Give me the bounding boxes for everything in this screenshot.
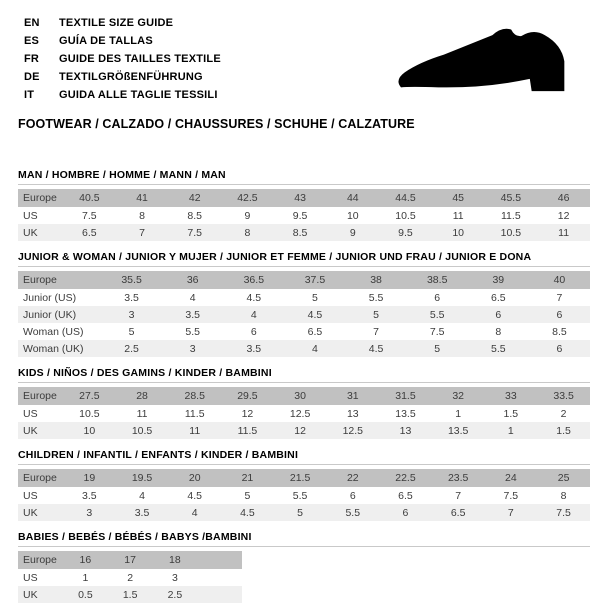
size-cell: 8.5 — [187, 209, 203, 222]
size-cell: 4 — [250, 308, 257, 321]
table-row — [18, 422, 590, 439]
size-section-junior-woman — [18, 251, 590, 357]
size-cell: 1 — [455, 407, 462, 420]
row-label: Woman (US) — [23, 325, 84, 338]
size-cell: 11 — [136, 407, 148, 420]
size-cell: 2 — [127, 571, 134, 584]
size-cell: 7 — [507, 506, 514, 519]
row-label: Europe — [23, 554, 57, 566]
size-cell: 38.5 — [426, 274, 448, 286]
size-cell: 4.5 — [187, 489, 203, 502]
table-row — [18, 340, 590, 357]
size-cell: 21 — [241, 472, 254, 484]
table-row — [18, 289, 590, 306]
size-cell: 11 — [452, 209, 464, 222]
language-title: GUIDA ALLE TAGLIE TESSILI — [59, 89, 218, 101]
size-cell: 9 — [349, 226, 356, 239]
size-cell: 21.5 — [289, 472, 311, 484]
table-row — [18, 387, 590, 405]
size-cell: 17 — [124, 554, 136, 566]
size-cell: 16 — [79, 554, 92, 566]
size-cell: 5 — [128, 325, 135, 338]
size-cell: 5 — [434, 342, 441, 355]
size-cell: 40 — [553, 274, 566, 286]
size-cell: 22.5 — [395, 472, 416, 484]
size-cell: 8.5 — [552, 325, 567, 338]
size-cell: 12.5 — [289, 407, 311, 420]
size-table-man — [18, 189, 590, 241]
language-code: EN — [24, 17, 40, 29]
size-cell: 36 — [186, 274, 199, 286]
table-row — [18, 207, 590, 224]
size-cell: 46 — [557, 192, 570, 204]
size-cell: 4 — [139, 489, 145, 502]
size-cell: 6 — [556, 308, 563, 321]
size-cell: 29.5 — [237, 390, 258, 402]
size-cell: 10.5 — [79, 407, 100, 420]
size-cell: 36.5 — [243, 274, 265, 286]
size-cell: 5.5 — [185, 325, 200, 338]
row-label: US — [23, 407, 38, 420]
size-cell: 10 — [452, 226, 464, 239]
size-cell: 5 — [312, 291, 318, 304]
table-row — [18, 586, 242, 603]
row-label: UK — [23, 588, 38, 601]
size-cell: 6.5 — [307, 325, 323, 338]
section-rule — [18, 464, 590, 465]
table-row — [18, 551, 242, 569]
size-cell: 25 — [557, 472, 570, 484]
size-cell: 5 — [244, 489, 251, 502]
size-cell: 43 — [294, 192, 306, 204]
row-label: UK — [23, 506, 38, 519]
size-cell: 11.5 — [501, 209, 521, 222]
size-cell: 6 — [250, 325, 257, 338]
size-cell: 3 — [128, 308, 135, 321]
size-tables — [18, 169, 590, 603]
size-cell: 13.5 — [447, 424, 469, 437]
section-title-children: CHILDREN / INFANTIL / ENFANTS / KINDER / BAMBINI — [18, 449, 299, 461]
empty-cell — [197, 586, 242, 603]
row-label: US — [23, 209, 38, 222]
shoe-icon — [390, 22, 580, 106]
size-cell: 4 — [189, 291, 196, 304]
size-cell: 4.5 — [246, 291, 262, 304]
table-row — [18, 487, 590, 504]
row-label: Europe — [23, 192, 57, 204]
size-cell: 3 — [171, 571, 178, 584]
language-title: TEXTILGRÖßENFÜHRUNG — [59, 71, 203, 83]
size-cell: 30 — [294, 390, 306, 402]
size-cell: 1 — [82, 571, 89, 584]
size-cell: 12 — [557, 209, 570, 222]
size-cell: 0.5 — [78, 588, 93, 601]
size-cell: 19 — [83, 472, 96, 484]
size-cell: 10.5 — [131, 424, 153, 437]
size-cell: 7 — [556, 291, 563, 304]
size-cell: 31.5 — [395, 390, 416, 402]
size-cell: 9.5 — [398, 226, 413, 239]
size-cell: 7 — [455, 489, 462, 502]
size-cell: 10 — [346, 209, 359, 222]
size-cell: 32 — [452, 390, 464, 402]
size-cell: 18 — [169, 554, 181, 566]
size-cell: 10.5 — [395, 209, 416, 222]
size-cell: 6.5 — [491, 291, 506, 304]
size-cell: 9 — [244, 209, 251, 222]
section-rule — [18, 382, 590, 383]
row-label: Europe — [23, 274, 57, 286]
size-cell: 8 — [495, 325, 502, 338]
size-cell: 6.5 — [398, 489, 413, 502]
size-cell: 6.5 — [450, 506, 466, 519]
size-cell: 2 — [560, 407, 567, 420]
category-heading: FOOTWEAR / CALZADO / CHAUSSURES / SCHUHE / CALZATURE — [18, 117, 415, 131]
size-cell: 13.5 — [395, 407, 416, 420]
size-cell: 7 — [139, 226, 145, 239]
language-code: FR — [24, 53, 40, 65]
size-cell: 42.5 — [237, 192, 258, 204]
row-label: US — [23, 489, 38, 502]
size-cell: 38 — [370, 274, 382, 286]
size-table-babies — [18, 551, 242, 603]
size-cell: 1.5 — [122, 588, 138, 601]
size-cell: 42 — [188, 192, 201, 204]
size-cell: 1 — [507, 424, 514, 437]
size-cell: 33 — [505, 390, 517, 402]
size-cell: 11.5 — [184, 407, 205, 420]
row-label: UK — [23, 424, 38, 437]
row-label: US — [23, 571, 38, 584]
size-cell: 1.5 — [556, 424, 571, 437]
size-cell: 11 — [558, 226, 570, 239]
row-label: UK — [23, 226, 38, 239]
size-cell: 5.5 — [429, 308, 445, 321]
size-cell: 6 — [349, 489, 356, 502]
size-cell: 39 — [492, 274, 505, 286]
section-title-kids: KIDS / NIÑOS / DES GAMINS / KINDER / BAMBINI — [18, 367, 272, 379]
section-rule — [18, 266, 590, 267]
size-cell: 12 — [241, 407, 254, 420]
size-cell: 8.5 — [292, 226, 308, 239]
size-cell: 24 — [505, 472, 517, 484]
size-cell: 4.5 — [240, 506, 255, 519]
size-section-man — [18, 169, 590, 241]
table-row — [18, 469, 590, 487]
size-cell: 7.5 — [556, 506, 571, 519]
size-cell: 23.5 — [447, 472, 469, 484]
table-row — [18, 323, 590, 340]
size-cell: 28 — [136, 390, 148, 402]
size-table-junior-woman — [18, 271, 590, 357]
size-cell: 10.5 — [500, 226, 522, 239]
size-cell: 3.5 — [124, 291, 139, 304]
size-cell: 8 — [139, 209, 145, 222]
table-row — [18, 569, 242, 586]
size-cell: 5.5 — [292, 489, 308, 502]
size-cell: 8 — [244, 226, 251, 239]
section-title-man: MAN / HOMBRE / HOMME / MANN / MAN — [18, 169, 226, 181]
size-cell: 9.5 — [292, 209, 308, 222]
size-cell: 1.5 — [503, 407, 519, 420]
size-cell: 6 — [402, 506, 409, 519]
size-cell: 5.5 — [345, 506, 361, 519]
size-cell: 5.5 — [491, 342, 506, 355]
size-section-children — [18, 449, 590, 521]
size-cell: 12 — [294, 424, 306, 437]
size-cell: 13 — [399, 424, 412, 437]
size-cell: 7.5 — [187, 226, 203, 239]
size-cell: 3 — [189, 342, 196, 355]
language-title: TEXTILE SIZE GUIDE — [59, 17, 174, 29]
size-cell: 45 — [452, 192, 464, 204]
table-row — [18, 189, 590, 207]
size-cell: 11.5 — [237, 424, 258, 437]
row-label: Europe — [23, 390, 57, 402]
size-cell: 5 — [297, 506, 304, 519]
size-cell: 27.5 — [79, 390, 100, 402]
size-cell: 4.5 — [368, 342, 384, 355]
size-cell: 11 — [189, 424, 201, 437]
language-title: GUÍA DE TALLAS — [59, 35, 153, 47]
size-cell: 7.5 — [82, 209, 97, 222]
size-cell: 6 — [495, 308, 502, 321]
empty-cell — [197, 569, 242, 586]
language-code: IT — [24, 89, 35, 101]
table-row — [18, 405, 590, 422]
size-cell: 4.5 — [307, 308, 323, 321]
size-cell: 6.5 — [82, 226, 97, 239]
size-cell: 35.5 — [121, 274, 142, 286]
section-title-junior-woman: JUNIOR & WOMAN / JUNIOR Y MUJER / JUNIOR ET FEMME / JUNIOR UND FRAU / JUNIOR E DONA — [18, 251, 532, 263]
table-row — [18, 306, 590, 323]
size-cell: 2.5 — [167, 588, 183, 601]
section-rule — [18, 546, 590, 547]
size-cell: 20 — [188, 472, 201, 484]
size-cell: 3 — [86, 506, 93, 519]
section-rule — [18, 184, 590, 185]
size-cell: 2.5 — [124, 342, 139, 355]
size-cell: 41 — [136, 192, 148, 204]
size-cell: 33.5 — [553, 390, 574, 402]
size-section-babies — [18, 531, 590, 603]
size-cell: 6 — [434, 291, 441, 304]
size-cell: 31 — [346, 390, 359, 402]
size-cell: 44 — [346, 192, 359, 204]
size-cell: 44.5 — [395, 192, 416, 204]
size-cell: 5 — [373, 308, 379, 321]
row-label: Europe — [23, 472, 57, 484]
size-cell: 8 — [560, 489, 567, 502]
size-cell: 5.5 — [368, 291, 384, 304]
row-label: Woman (UK) — [23, 342, 84, 355]
row-label: Junior (US) — [23, 291, 77, 304]
size-cell: 12.5 — [342, 424, 363, 437]
size-cell: 3.5 — [82, 489, 97, 502]
size-cell: 7 — [373, 325, 379, 338]
size-cell: 45.5 — [500, 192, 522, 204]
language-code: DE — [24, 71, 40, 83]
size-cell: 4 — [191, 506, 198, 519]
table-row — [18, 504, 590, 521]
size-cell: 22 — [346, 472, 359, 484]
size-cell: 3.5 — [134, 506, 150, 519]
row-label: Junior (UK) — [23, 308, 77, 321]
language-code: ES — [24, 35, 40, 47]
size-cell: 4 — [312, 342, 318, 355]
size-cell: 19.5 — [131, 472, 153, 484]
size-cell: 6 — [556, 342, 563, 355]
size-cell: 13 — [346, 407, 359, 420]
empty-cell — [197, 551, 242, 569]
size-cell: 3.5 — [185, 308, 200, 321]
size-cell: 37.5 — [304, 274, 326, 286]
size-cell: 10 — [83, 424, 96, 437]
table-row — [18, 271, 590, 289]
section-title-babies: BABIES / BEBÉS / BÉBÉS / BABYS /BAMBINI — [18, 531, 252, 543]
size-cell: 28.5 — [184, 390, 205, 402]
size-cell: 7.5 — [429, 325, 445, 338]
table-row — [18, 224, 590, 241]
size-cell: 7.5 — [503, 489, 519, 502]
size-cell: 40.5 — [79, 192, 100, 204]
size-section-kids — [18, 367, 590, 439]
size-table-kids — [18, 387, 590, 439]
language-title: GUIDE DES TAILLES TEXTILE — [59, 53, 221, 65]
size-cell: 3.5 — [246, 342, 262, 355]
size-table-children — [18, 469, 590, 521]
